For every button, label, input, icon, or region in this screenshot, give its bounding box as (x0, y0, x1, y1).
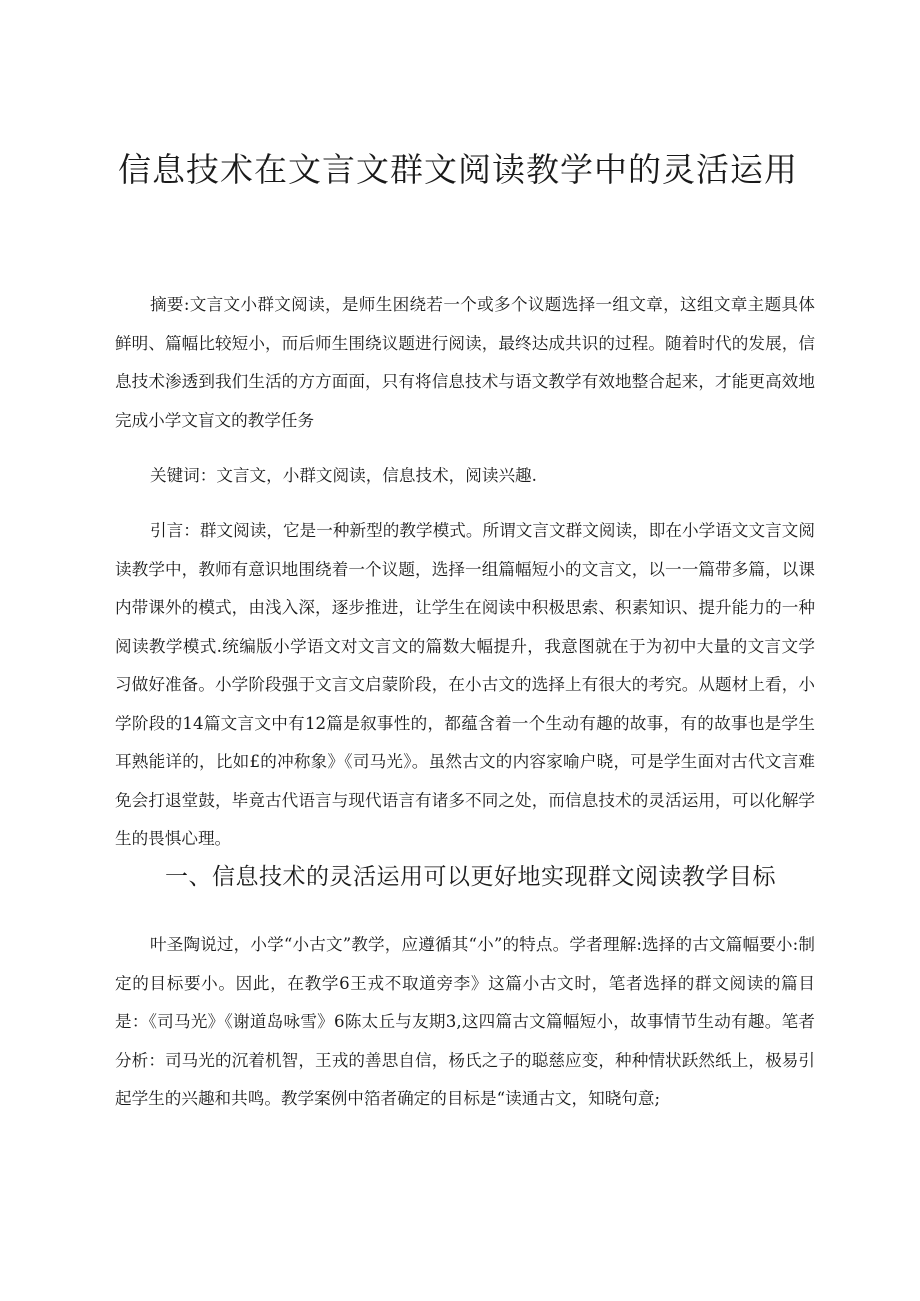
introduction-paragraph: 引言：群文阅读，它是一种新型的教学模式。所谓文言文群文阅读，即在小学语文文言文阅读教学中，教师有意识地围绕着一个议题，选择一组篇幅短小的文言文，以一一篇带多篇，以课内带课外的模式，由浅入深，逐步推进，让学生在阅读中积极思索、积素知识、提升能力的一种阅读教学模式.统编版小学语文对文言文的篇数大幅提升，我意图就在于为初中大量的文言文学习做好准备。小学阶段强于文言文启蒙阶段，在小古文的选择上有很大的考究。从题材上看，小学阶段的14篇文言文中有12篇是叙事性的，都蕴含着一个生动有趣的故事，有的故事也是学生耳熟能详的，比如£的冲称象》《司马光》。虽然古文的内容家喻户晓，可是学生面对古代文言难免会打退堂鼓，毕竟古代语言与现代语言有诸多不同之处，而信息技术的灵活运用，可以化解学生的畏惧心理。 (115, 521, 815, 848)
document-title: 信息技术在文言文群文阅读教学中的灵活运用 (118, 150, 798, 189)
section-paragraph: 叶圣陶说过，小学“小古文”教学，应遵循其“小”的特点。学者理解:选择的古文篇幅要小:制定的目标要小。因此，在教学6王戎不取道旁李》这篇小古文时，笔者选择的群文阅读的篇目是：《司马光》《谢道岛咏雪》6陈太丘与友期3,这四篇古文篇幅短小，故事情节生动有趣。笔者分析：司马光的沉着机智，王戎的善思自信，杨氏之子的聪慈应变，种种情状跃然纸上，极易引起学生的兴趣和共鸣。教学案例中箔者确定的目标是“读通古文，知晓句意; (115, 935, 815, 1108)
section-heading: 一、信息技术的灵活运用可以更好地实现群文阅读教学目标 (165, 864, 776, 890)
abstract-paragraph: 摘要:文言文小群文阅读，是师生困绕若一个或多个议题选择一组文章，这组文章主题具体鲜明、篇幅比较短小，而后师生围绕议题进行阅读，最终达成共识的过程。随着时代的发展，信息技术渗透到我们生活的方方面面，只有将信息技术与语文教学有效地整合起来，才能更高效地完成小学文盲文的教学任务 (115, 295, 815, 430)
keywords-paragraph: 关键词：文言文，小群文阅读，信息技术，阅读兴趣. (150, 466, 537, 485)
